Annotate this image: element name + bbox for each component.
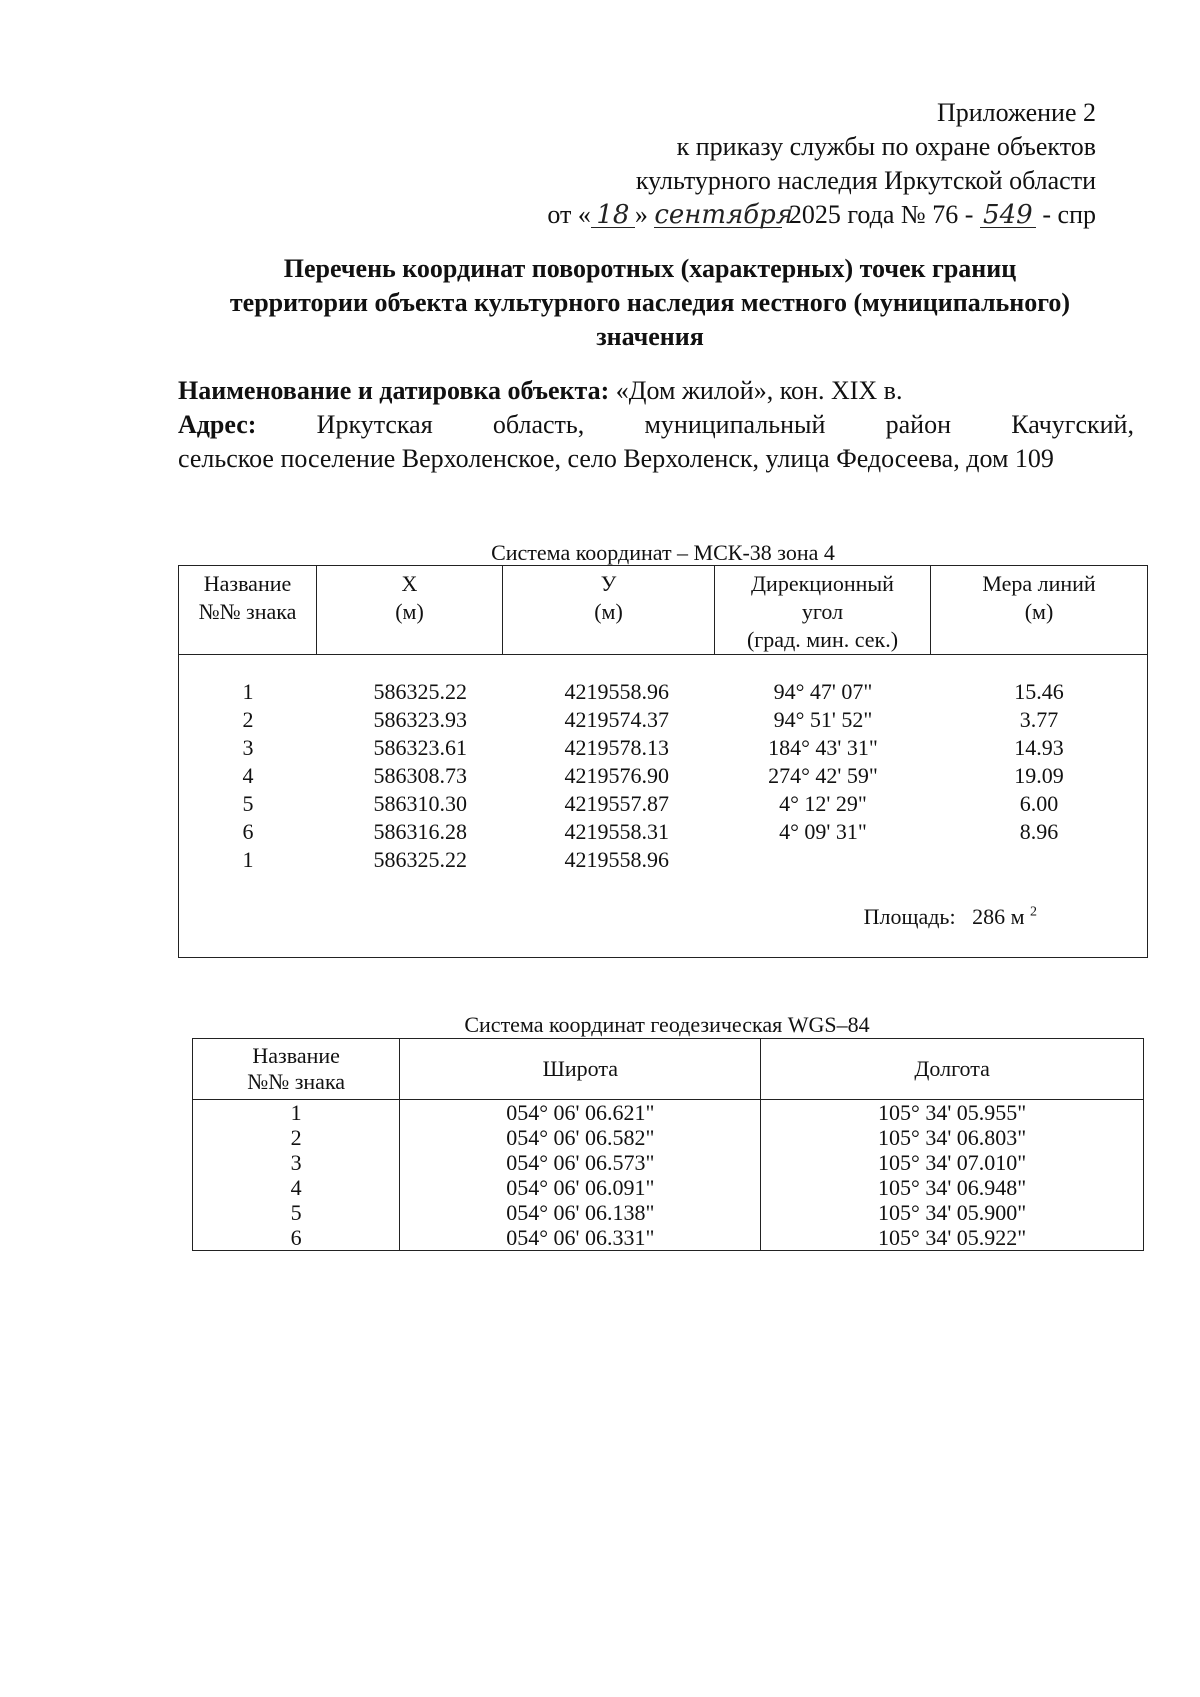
length-value: 6.00 <box>1019 791 1059 816</box>
header-direction-angle: Дирекционный угол (град. мин. сек.) <box>715 566 931 654</box>
angle-value: 94° 51' 52" <box>773 707 873 732</box>
length-value: 14.93 <box>1014 735 1064 760</box>
title-line-1: Перечень координат поворотных (характерных) точек границ <box>283 254 1017 283</box>
point-number: 5 <box>242 791 254 816</box>
table-row <box>179 734 1147 762</box>
title-line-2: территории объекта культурного наследия местного (муниципального) <box>229 288 1071 317</box>
longitude-value: 105° 34' 06.803" <box>761 1125 1144 1150</box>
header-point-name: Название №№ знака <box>193 1039 400 1100</box>
area-value: 286 м <box>972 904 1025 929</box>
table-row <box>193 1200 1144 1225</box>
table-row <box>193 1100 1144 1126</box>
object-name-label: Наименование и датировка объекта: <box>178 376 610 405</box>
point-number: 1 <box>242 847 254 872</box>
table-row <box>179 790 1147 818</box>
number-suffix: - спр <box>1042 200 1096 229</box>
document-title <box>170 252 1130 354</box>
longitude-value: 105° 34' 07.010" <box>761 1150 1144 1175</box>
date-mid: » <box>634 200 648 229</box>
longitude-value: 105° 34' 05.922" <box>761 1225 1144 1251</box>
angle-value: 94° 47' 07" <box>773 679 873 704</box>
header-longitude: Долгота <box>761 1039 1144 1100</box>
address-label: Адрес: <box>178 410 257 439</box>
length-value: 8.96 <box>1019 819 1059 844</box>
point-number: 6 <box>193 1225 400 1251</box>
y-value: 4219574.37 <box>564 707 669 732</box>
latitude-value: 054° 06' 06.138" <box>400 1200 761 1225</box>
header-latitude: Широта <box>400 1039 761 1100</box>
x-value: 586316.28 <box>373 819 467 844</box>
table-row <box>179 762 1147 790</box>
table-row <box>193 1225 1144 1251</box>
area-summary <box>864 904 1037 930</box>
longitude-value: 105° 34' 05.955" <box>761 1100 1144 1126</box>
angle-value: 184° 43' 31" <box>768 735 878 760</box>
length-value: 15.46 <box>1014 679 1064 704</box>
area-label: Площадь: <box>863 904 956 929</box>
handwritten-month: сентября <box>654 200 794 230</box>
y-value: 4219558.31 <box>564 819 669 844</box>
y-value: 4219576.90 <box>564 763 669 788</box>
y-value: 4219558.96 <box>564 679 669 704</box>
point-number: 3 <box>193 1150 400 1175</box>
appendix-number: Приложение 2 <box>936 98 1096 127</box>
point-number: 1 <box>242 679 254 704</box>
wgs84-coordinates-table <box>192 1038 1144 1251</box>
table1-body <box>179 678 1147 874</box>
angle-value: 274° 42' 59" <box>768 763 878 788</box>
address-line-1 <box>178 410 1134 440</box>
longitude-value: 105° 34' 05.900" <box>761 1200 1144 1225</box>
point-number: 6 <box>242 819 254 844</box>
table-row <box>193 1175 1144 1200</box>
y-value: 4219557.87 <box>564 791 669 816</box>
msk-coordinates-table <box>178 565 1148 958</box>
header-x: X (м) <box>317 566 503 654</box>
x-value: 586325.22 <box>373 679 467 704</box>
table-row <box>193 1125 1144 1150</box>
table-row <box>179 706 1147 734</box>
table-row <box>179 846 1147 874</box>
header-point-name: Название №№ знака <box>179 566 317 654</box>
handwritten-day: 18 <box>591 203 635 228</box>
x-value: 586323.61 <box>373 735 467 760</box>
table-row <box>179 678 1147 706</box>
table1-header <box>179 566 1147 655</box>
date-prefix: от « <box>547 200 591 229</box>
point-number: 4 <box>242 763 254 788</box>
angle-value: 4° 12' 29" <box>779 791 867 816</box>
latitude-value: 054° 06' 06.091" <box>400 1175 761 1200</box>
y-value: 4219558.96 <box>564 847 669 872</box>
address-line-2: сельское поселение Верхоленское, село Верхоленск, улица Федосеева, дом 109 <box>178 444 1054 473</box>
y-value: 4219578.13 <box>564 735 669 760</box>
point-number: 4 <box>193 1175 400 1200</box>
order-date-line <box>547 198 1096 232</box>
latitude-value: 054° 06' 06.582" <box>400 1125 761 1150</box>
x-value: 586310.30 <box>373 791 467 816</box>
angle-value: 4° 09' 31" <box>779 819 867 844</box>
date-suffix: 2025 года № 76 - <box>788 200 974 229</box>
order-authority: культурного наследия Иркутской области <box>635 166 1096 195</box>
table2-caption: Система координат геодезическая WGS–84 <box>464 1012 870 1037</box>
area-unit-superscript: 2 <box>1030 904 1037 920</box>
address-word: область, <box>492 410 585 439</box>
length-value: 3.77 <box>1019 707 1059 732</box>
object-name-line <box>178 376 902 406</box>
point-number: 2 <box>242 707 254 732</box>
angle-value <box>715 846 931 874</box>
point-number: 3 <box>242 735 254 760</box>
table1-caption: Система координат – МСК-38 зона 4 <box>491 540 835 565</box>
latitude-value: 054° 06' 06.621" <box>400 1100 761 1126</box>
longitude-value: 105° 34' 06.948" <box>761 1175 1144 1200</box>
address-word: район <box>885 410 951 439</box>
x-value: 586325.22 <box>373 847 467 872</box>
table2-header <box>193 1039 1144 1100</box>
address-word: муниципальный <box>644 410 826 439</box>
address-word: Качугский, <box>1011 410 1134 439</box>
latitude-value: 054° 06' 06.573" <box>400 1150 761 1175</box>
object-name-value: «Дом жилой», кон. XIX в. <box>615 376 903 405</box>
appendix-header <box>547 96 1096 232</box>
order-reference: к приказу службы по охране объектов <box>676 132 1096 161</box>
x-value: 586323.93 <box>373 707 467 732</box>
latitude-value: 054° 06' 06.331" <box>400 1225 761 1251</box>
table-row <box>193 1150 1144 1175</box>
point-number: 2 <box>193 1125 400 1150</box>
title-line-3: значения <box>596 322 704 351</box>
header-y: У (м) <box>503 566 715 654</box>
length-value <box>931 846 1147 874</box>
x-value: 586308.73 <box>373 763 467 788</box>
point-number: 1 <box>193 1100 400 1126</box>
length-value: 19.09 <box>1014 763 1064 788</box>
table-row <box>179 818 1147 846</box>
handwritten-order-number: 549 <box>980 203 1036 228</box>
point-number: 5 <box>193 1200 400 1225</box>
address-word: Иркутская <box>316 410 433 439</box>
header-line-length: Мера линий (м) <box>982 571 1096 624</box>
